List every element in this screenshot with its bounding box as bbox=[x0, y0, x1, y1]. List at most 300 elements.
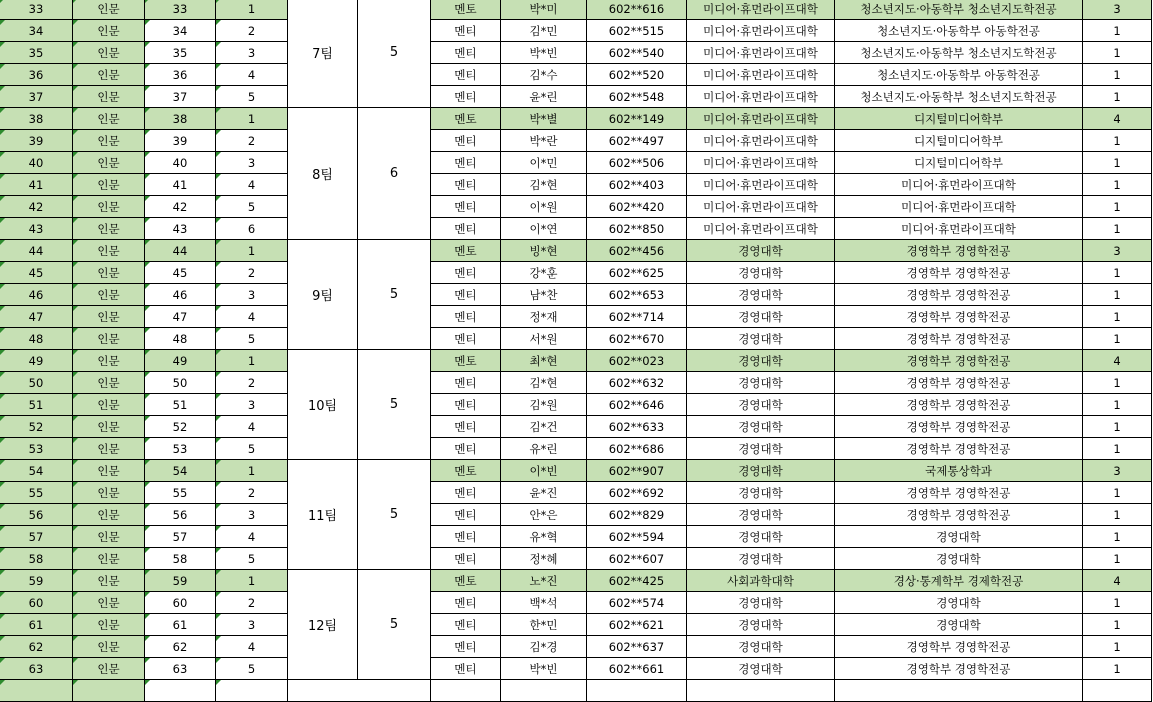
table-cell-sem[interactable]: 4 bbox=[1083, 570, 1152, 592]
table-cell-sid[interactable]: 602**637 bbox=[587, 636, 687, 658]
table-cell-sem[interactable]: 1 bbox=[1083, 482, 1152, 504]
table-cell-role[interactable]: 멘토 bbox=[431, 240, 501, 262]
table-cell-seq[interactable]: 56 bbox=[145, 504, 216, 526]
table-cell-member[interactable]: 5 bbox=[216, 86, 288, 108]
table-cell-college[interactable]: 미디어·휴먼라이프대학 bbox=[687, 218, 835, 240]
table-cell-no[interactable]: 39 bbox=[0, 130, 73, 152]
table-cell-seq[interactable]: 58 bbox=[145, 548, 216, 570]
table-cell-sem[interactable]: 1 bbox=[1083, 438, 1152, 460]
table-cell-no[interactable]: 45 bbox=[0, 262, 73, 284]
table-cell-member[interactable]: 5 bbox=[216, 328, 288, 350]
table-cell-field[interactable]: 인문 bbox=[73, 350, 145, 372]
table-cell-sem[interactable]: 1 bbox=[1083, 306, 1152, 328]
table-cell-member[interactable]: 2 bbox=[216, 130, 288, 152]
table-cell-field[interactable]: 인문 bbox=[73, 460, 145, 482]
table-cell-role[interactable]: 멘티 bbox=[431, 64, 501, 86]
table-cell-seq[interactable]: 46 bbox=[145, 284, 216, 306]
table-cell-role[interactable]: 멘티 bbox=[431, 548, 501, 570]
table-cell-name[interactable]: 이*연 bbox=[501, 218, 587, 240]
table-cell-college[interactable]: 경영대학 bbox=[687, 416, 835, 438]
table-cell-seq[interactable]: 35 bbox=[145, 42, 216, 64]
table-cell-field[interactable]: 인문 bbox=[73, 372, 145, 394]
table-cell-sem[interactable]: 1 bbox=[1083, 20, 1152, 42]
table-cell-role[interactable]: 멘티 bbox=[431, 42, 501, 64]
table-cell-seq[interactable]: 41 bbox=[145, 174, 216, 196]
table-cell-field[interactable]: 인문 bbox=[73, 108, 145, 130]
table-cell-seq[interactable]: 43 bbox=[145, 218, 216, 240]
table-cell-sem[interactable]: 1 bbox=[1083, 526, 1152, 548]
team-name-cell[interactable]: 10팀 bbox=[288, 350, 358, 460]
table-cell-major[interactable]: 미디어·휴먼라이프대학 bbox=[835, 218, 1083, 240]
table-cell-field[interactable]: 인문 bbox=[73, 196, 145, 218]
table-cell-sem[interactable]: 1 bbox=[1083, 416, 1152, 438]
table-cell-seq[interactable]: 54 bbox=[145, 460, 216, 482]
table-cell-empty[interactable] bbox=[288, 680, 431, 702]
table-cell-sid[interactable]: 602**023 bbox=[587, 350, 687, 372]
table-cell-sem[interactable]: 4 bbox=[1083, 108, 1152, 130]
table-cell-sem[interactable]: 1 bbox=[1083, 394, 1152, 416]
table-cell-role[interactable]: 멘티 bbox=[431, 658, 501, 680]
table-cell-no[interactable]: 60 bbox=[0, 592, 73, 614]
table-cell-seq[interactable]: 44 bbox=[145, 240, 216, 262]
table-cell-college[interactable]: 미디어·휴먼라이프대학 bbox=[687, 42, 835, 64]
table-cell-member[interactable]: 4 bbox=[216, 306, 288, 328]
table-cell-sem[interactable]: 3 bbox=[1083, 240, 1152, 262]
table-cell-college[interactable]: 경영대학 bbox=[687, 240, 835, 262]
table-cell-sid[interactable]: 602**692 bbox=[587, 482, 687, 504]
table-cell-field[interactable]: 인문 bbox=[73, 526, 145, 548]
table-cell-sid[interactable]: 602**686 bbox=[587, 438, 687, 460]
table-cell-seq[interactable]: 38 bbox=[145, 108, 216, 130]
table-cell-sem[interactable]: 1 bbox=[1083, 64, 1152, 86]
table-cell-role[interactable]: 멘티 bbox=[431, 284, 501, 306]
table-cell-member[interactable]: 3 bbox=[216, 284, 288, 306]
table-cell-no[interactable]: 61 bbox=[0, 614, 73, 636]
table-cell-empty[interactable] bbox=[216, 680, 288, 702]
table-cell-sem[interactable]: 1 bbox=[1083, 284, 1152, 306]
table-cell-member[interactable]: 1 bbox=[216, 460, 288, 482]
table-cell-name[interactable]: 박*빈 bbox=[501, 42, 587, 64]
table-cell-role[interactable]: 멘티 bbox=[431, 636, 501, 658]
table-cell-member[interactable]: 3 bbox=[216, 614, 288, 636]
table-cell-name[interactable]: 김*민 bbox=[501, 20, 587, 42]
table-cell-no[interactable]: 51 bbox=[0, 394, 73, 416]
table-cell-member[interactable]: 2 bbox=[216, 372, 288, 394]
table-cell-seq[interactable]: 33 bbox=[145, 0, 216, 20]
table-cell-member[interactable]: 1 bbox=[216, 0, 288, 20]
table-cell-sid[interactable]: 602**714 bbox=[587, 306, 687, 328]
table-cell-seq[interactable]: 45 bbox=[145, 262, 216, 284]
table-cell-sid[interactable]: 602**456 bbox=[587, 240, 687, 262]
table-cell-no[interactable]: 54 bbox=[0, 460, 73, 482]
table-cell-member[interactable]: 2 bbox=[216, 592, 288, 614]
table-cell-major[interactable]: 청소년지도·아동학부 아동학전공 bbox=[835, 64, 1083, 86]
table-cell-name[interactable]: 남*찬 bbox=[501, 284, 587, 306]
table-cell-role[interactable]: 멘티 bbox=[431, 306, 501, 328]
table-cell-role[interactable]: 멘티 bbox=[431, 482, 501, 504]
table-cell-no[interactable]: 43 bbox=[0, 218, 73, 240]
table-cell-role[interactable]: 멘티 bbox=[431, 416, 501, 438]
table-cell-college[interactable]: 경영대학 bbox=[687, 372, 835, 394]
table-cell-field[interactable]: 인문 bbox=[73, 240, 145, 262]
table-cell-no[interactable]: 63 bbox=[0, 658, 73, 680]
table-cell-name[interactable]: 박*미 bbox=[501, 0, 587, 20]
table-cell-seq[interactable]: 61 bbox=[145, 614, 216, 636]
table-cell-sid[interactable]: 602**540 bbox=[587, 42, 687, 64]
table-cell-role[interactable]: 멘티 bbox=[431, 526, 501, 548]
table-cell-name[interactable]: 김*건 bbox=[501, 416, 587, 438]
table-cell-sid[interactable]: 602**632 bbox=[587, 372, 687, 394]
table-cell-college[interactable]: 미디어·휴먼라이프대학 bbox=[687, 86, 835, 108]
table-cell-major[interactable]: 디지털미디어학부 bbox=[835, 152, 1083, 174]
table-cell-field[interactable]: 인문 bbox=[73, 482, 145, 504]
table-cell-role[interactable]: 멘티 bbox=[431, 174, 501, 196]
table-cell-role[interactable]: 멘티 bbox=[431, 262, 501, 284]
table-cell-seq[interactable]: 48 bbox=[145, 328, 216, 350]
table-cell-empty[interactable] bbox=[1083, 680, 1152, 702]
table-cell-empty[interactable] bbox=[687, 680, 835, 702]
table-cell-no[interactable]: 55 bbox=[0, 482, 73, 504]
table-cell-college[interactable]: 경영대학 bbox=[687, 592, 835, 614]
table-cell-no[interactable]: 33 bbox=[0, 0, 73, 20]
table-cell-major[interactable]: 경영대학 bbox=[835, 614, 1083, 636]
table-cell-empty[interactable] bbox=[73, 680, 145, 702]
table-cell-name[interactable]: 한*민 bbox=[501, 614, 587, 636]
table-cell-sem[interactable]: 1 bbox=[1083, 636, 1152, 658]
table-cell-no[interactable]: 49 bbox=[0, 350, 73, 372]
table-cell-empty[interactable] bbox=[835, 680, 1083, 702]
table-cell-member[interactable]: 1 bbox=[216, 570, 288, 592]
table-cell-role[interactable]: 멘토 bbox=[431, 570, 501, 592]
table-cell-sem[interactable]: 1 bbox=[1083, 614, 1152, 636]
table-cell-major[interactable]: 경영대학 bbox=[835, 548, 1083, 570]
table-cell-role[interactable]: 멘티 bbox=[431, 614, 501, 636]
table-cell-sem[interactable]: 3 bbox=[1083, 460, 1152, 482]
table-cell-major[interactable]: 경영학부 경영학전공 bbox=[835, 416, 1083, 438]
table-cell-no[interactable]: 37 bbox=[0, 86, 73, 108]
table-cell-no[interactable]: 44 bbox=[0, 240, 73, 262]
table-cell-sem[interactable]: 1 bbox=[1083, 42, 1152, 64]
table-cell-no[interactable]: 52 bbox=[0, 416, 73, 438]
table-cell-role[interactable]: 멘티 bbox=[431, 592, 501, 614]
table-cell-college[interactable]: 경영대학 bbox=[687, 658, 835, 680]
table-cell-member[interactable]: 1 bbox=[216, 240, 288, 262]
table-cell-role[interactable]: 멘티 bbox=[431, 328, 501, 350]
table-cell-name[interactable]: 박*빈 bbox=[501, 658, 587, 680]
table-cell-field[interactable]: 인문 bbox=[73, 548, 145, 570]
table-cell-member[interactable]: 3 bbox=[216, 394, 288, 416]
table-cell-member[interactable]: 6 bbox=[216, 218, 288, 240]
table-cell-college[interactable]: 경영대학 bbox=[687, 394, 835, 416]
table-cell-college[interactable]: 경영대학 bbox=[687, 482, 835, 504]
table-cell-member[interactable]: 2 bbox=[216, 482, 288, 504]
table-cell-no[interactable]: 34 bbox=[0, 20, 73, 42]
table-cell-role[interactable]: 멘티 bbox=[431, 86, 501, 108]
table-cell-college[interactable]: 미디어·휴먼라이프대학 bbox=[687, 20, 835, 42]
table-cell-field[interactable]: 인문 bbox=[73, 0, 145, 20]
team-count-cell[interactable]: 6 bbox=[358, 108, 431, 240]
table-cell-field[interactable]: 인문 bbox=[73, 636, 145, 658]
table-cell-seq[interactable]: 47 bbox=[145, 306, 216, 328]
table-cell-field[interactable]: 인문 bbox=[73, 20, 145, 42]
table-cell-role[interactable]: 멘티 bbox=[431, 20, 501, 42]
table-cell-role[interactable]: 멘토 bbox=[431, 350, 501, 372]
table-cell-name[interactable]: 정*재 bbox=[501, 306, 587, 328]
table-cell-member[interactable]: 4 bbox=[216, 64, 288, 86]
team-name-cell[interactable]: 12팀 bbox=[288, 570, 358, 680]
table-cell-role[interactable]: 멘티 bbox=[431, 152, 501, 174]
table-cell-sid[interactable]: 602**497 bbox=[587, 130, 687, 152]
table-cell-empty[interactable] bbox=[501, 680, 587, 702]
table-cell-sid[interactable]: 602**149 bbox=[587, 108, 687, 130]
table-cell-name[interactable]: 백*석 bbox=[501, 592, 587, 614]
table-cell-member[interactable]: 2 bbox=[216, 20, 288, 42]
table-cell-sem[interactable]: 1 bbox=[1083, 592, 1152, 614]
table-cell-name[interactable]: 김*현 bbox=[501, 174, 587, 196]
table-cell-major[interactable]: 경영학부 경영학전공 bbox=[835, 350, 1083, 372]
table-cell-no[interactable]: 41 bbox=[0, 174, 73, 196]
table-cell-name[interactable]: 노*진 bbox=[501, 570, 587, 592]
table-cell-role[interactable]: 멘토 bbox=[431, 0, 501, 20]
table-cell-sid[interactable]: 602**633 bbox=[587, 416, 687, 438]
table-cell-sem[interactable]: 1 bbox=[1083, 658, 1152, 680]
table-cell-sid[interactable]: 602**607 bbox=[587, 548, 687, 570]
table-cell-seq[interactable]: 59 bbox=[145, 570, 216, 592]
table-cell-major[interactable]: 경영학부 경영학전공 bbox=[835, 262, 1083, 284]
table-cell-no[interactable]: 38 bbox=[0, 108, 73, 130]
table-cell-field[interactable]: 인문 bbox=[73, 614, 145, 636]
table-cell-member[interactable]: 3 bbox=[216, 504, 288, 526]
table-cell-member[interactable]: 5 bbox=[216, 658, 288, 680]
table-cell-no[interactable]: 56 bbox=[0, 504, 73, 526]
table-cell-college[interactable]: 경영대학 bbox=[687, 526, 835, 548]
table-cell-major[interactable]: 경영학부 경영학전공 bbox=[835, 394, 1083, 416]
table-cell-seq[interactable]: 53 bbox=[145, 438, 216, 460]
table-cell-field[interactable]: 인문 bbox=[73, 328, 145, 350]
table-cell-no[interactable]: 57 bbox=[0, 526, 73, 548]
table-cell-role[interactable]: 멘티 bbox=[431, 218, 501, 240]
table-cell-college[interactable]: 미디어·휴먼라이프대학 bbox=[687, 196, 835, 218]
table-cell-seq[interactable]: 52 bbox=[145, 416, 216, 438]
table-cell-sid[interactable]: 602**907 bbox=[587, 460, 687, 482]
table-cell-name[interactable]: 이*원 bbox=[501, 196, 587, 218]
table-cell-member[interactable]: 2 bbox=[216, 262, 288, 284]
table-cell-major[interactable]: 청소년지도·아동학부 청소년지도학전공 bbox=[835, 42, 1083, 64]
table-cell-sem[interactable]: 1 bbox=[1083, 86, 1152, 108]
table-cell-name[interactable]: 김*수 bbox=[501, 64, 587, 86]
table-cell-field[interactable]: 인문 bbox=[73, 86, 145, 108]
table-cell-field[interactable]: 인문 bbox=[73, 438, 145, 460]
table-cell-major[interactable]: 경영학부 경영학전공 bbox=[835, 306, 1083, 328]
table-cell-no[interactable]: 47 bbox=[0, 306, 73, 328]
table-cell-major[interactable]: 청소년지도·아동학부 아동학전공 bbox=[835, 20, 1083, 42]
table-cell-role[interactable]: 멘티 bbox=[431, 372, 501, 394]
team-name-cell[interactable]: 7팀 bbox=[288, 0, 358, 108]
table-cell-college[interactable]: 미디어·휴먼라이프대학 bbox=[687, 174, 835, 196]
table-cell-name[interactable]: 박*란 bbox=[501, 130, 587, 152]
table-cell-major[interactable]: 경영대학 bbox=[835, 592, 1083, 614]
table-cell-name[interactable]: 유*린 bbox=[501, 438, 587, 460]
table-cell-college[interactable]: 경영대학 bbox=[687, 350, 835, 372]
table-cell-seq[interactable]: 55 bbox=[145, 482, 216, 504]
table-cell-field[interactable]: 인문 bbox=[73, 130, 145, 152]
table-cell-field[interactable]: 인문 bbox=[73, 42, 145, 64]
table-cell-field[interactable]: 인문 bbox=[73, 306, 145, 328]
table-cell-field[interactable]: 인문 bbox=[73, 218, 145, 240]
table-cell-name[interactable]: 박*별 bbox=[501, 108, 587, 130]
table-cell-sid[interactable]: 602**661 bbox=[587, 658, 687, 680]
table-cell-college[interactable]: 미디어·휴먼라이프대학 bbox=[687, 108, 835, 130]
table-cell-member[interactable]: 3 bbox=[216, 152, 288, 174]
table-cell-no[interactable]: 36 bbox=[0, 64, 73, 86]
table-cell-college[interactable]: 경영대학 bbox=[687, 504, 835, 526]
table-cell-sid[interactable]: 602**515 bbox=[587, 20, 687, 42]
table-cell-field[interactable]: 인문 bbox=[73, 64, 145, 86]
table-cell-sid[interactable]: 602**616 bbox=[587, 0, 687, 20]
table-cell-seq[interactable]: 62 bbox=[145, 636, 216, 658]
table-cell-no[interactable]: 48 bbox=[0, 328, 73, 350]
table-cell-college[interactable]: 경영대학 bbox=[687, 636, 835, 658]
table-cell-sem[interactable]: 3 bbox=[1083, 0, 1152, 20]
table-cell-name[interactable]: 김*현 bbox=[501, 372, 587, 394]
table-cell-major[interactable]: 경영학부 경영학전공 bbox=[835, 372, 1083, 394]
table-cell-field[interactable]: 인문 bbox=[73, 592, 145, 614]
table-cell-name[interactable]: 최*현 bbox=[501, 350, 587, 372]
table-cell-major[interactable]: 경영학부 경영학전공 bbox=[835, 240, 1083, 262]
table-cell-no[interactable]: 50 bbox=[0, 372, 73, 394]
table-cell-sem[interactable]: 1 bbox=[1083, 174, 1152, 196]
table-cell-college[interactable]: 미디어·휴먼라이프대학 bbox=[687, 130, 835, 152]
table-cell-college[interactable]: 경영대학 bbox=[687, 614, 835, 636]
table-cell-no[interactable]: 40 bbox=[0, 152, 73, 174]
table-cell-no[interactable]: 58 bbox=[0, 548, 73, 570]
table-cell-role[interactable]: 멘토 bbox=[431, 460, 501, 482]
table-cell-member[interactable]: 5 bbox=[216, 196, 288, 218]
table-cell-field[interactable]: 인문 bbox=[73, 394, 145, 416]
table-cell-no[interactable]: 42 bbox=[0, 196, 73, 218]
table-cell-seq[interactable]: 37 bbox=[145, 86, 216, 108]
table-cell-seq[interactable]: 36 bbox=[145, 64, 216, 86]
table-cell-name[interactable]: 빙*현 bbox=[501, 240, 587, 262]
table-cell-major[interactable]: 경영학부 경영학전공 bbox=[835, 636, 1083, 658]
table-cell-sid[interactable]: 602**670 bbox=[587, 328, 687, 350]
table-cell-sem[interactable]: 1 bbox=[1083, 218, 1152, 240]
table-cell-member[interactable]: 4 bbox=[216, 526, 288, 548]
team-name-cell[interactable]: 9팀 bbox=[288, 240, 358, 350]
table-cell-sid[interactable]: 602**621 bbox=[587, 614, 687, 636]
table-cell-member[interactable]: 3 bbox=[216, 42, 288, 64]
table-cell-seq[interactable]: 34 bbox=[145, 20, 216, 42]
table-cell-sem[interactable]: 1 bbox=[1083, 262, 1152, 284]
table-cell-member[interactable]: 5 bbox=[216, 438, 288, 460]
table-cell-role[interactable]: 멘토 bbox=[431, 108, 501, 130]
table-cell-major[interactable]: 경영학부 경영학전공 bbox=[835, 438, 1083, 460]
table-cell-role[interactable]: 멘티 bbox=[431, 394, 501, 416]
table-cell-empty[interactable] bbox=[0, 680, 73, 702]
table-cell-no[interactable]: 53 bbox=[0, 438, 73, 460]
table-cell-member[interactable]: 4 bbox=[216, 636, 288, 658]
table-cell-sid[interactable]: 602**574 bbox=[587, 592, 687, 614]
table-cell-member[interactable]: 5 bbox=[216, 548, 288, 570]
table-cell-major[interactable]: 디지털미디어학부 bbox=[835, 108, 1083, 130]
table-cell-sem[interactable]: 1 bbox=[1083, 548, 1152, 570]
table-cell-member[interactable]: 4 bbox=[216, 174, 288, 196]
table-cell-sid[interactable]: 602**403 bbox=[587, 174, 687, 196]
table-cell-sid[interactable]: 602**646 bbox=[587, 394, 687, 416]
table-cell-sid[interactable]: 602**625 bbox=[587, 262, 687, 284]
table-cell-major[interactable]: 미디어·휴먼라이프대학 bbox=[835, 174, 1083, 196]
team-count-cell[interactable]: 5 bbox=[358, 460, 431, 570]
table-cell-empty[interactable] bbox=[145, 680, 216, 702]
table-cell-sid[interactable]: 602**829 bbox=[587, 504, 687, 526]
table-cell-major[interactable]: 경영학부 경영학전공 bbox=[835, 328, 1083, 350]
table-cell-major[interactable]: 국제통상학과 bbox=[835, 460, 1083, 482]
table-cell-no[interactable]: 59 bbox=[0, 570, 73, 592]
table-cell-name[interactable]: 정*혜 bbox=[501, 548, 587, 570]
table-cell-college[interactable]: 미디어·휴먼라이프대학 bbox=[687, 152, 835, 174]
table-cell-major[interactable]: 청소년지도·아동학부 청소년지도학전공 bbox=[835, 86, 1083, 108]
table-cell-field[interactable]: 인문 bbox=[73, 262, 145, 284]
table-cell-name[interactable]: 김*경 bbox=[501, 636, 587, 658]
table-cell-major[interactable]: 청소년지도·아동학부 청소년지도학전공 bbox=[835, 0, 1083, 20]
table-cell-major[interactable]: 경영학부 경영학전공 bbox=[835, 658, 1083, 680]
table-cell-name[interactable]: 김*원 bbox=[501, 394, 587, 416]
table-cell-name[interactable]: 윤*린 bbox=[501, 86, 587, 108]
table-cell-seq[interactable]: 60 bbox=[145, 592, 216, 614]
table-cell-name[interactable]: 서*원 bbox=[501, 328, 587, 350]
table-cell-sem[interactable]: 1 bbox=[1083, 504, 1152, 526]
team-count-cell[interactable]: 5 bbox=[358, 0, 431, 108]
table-cell-college[interactable]: 경영대학 bbox=[687, 328, 835, 350]
table-cell-seq[interactable]: 39 bbox=[145, 130, 216, 152]
table-cell-sem[interactable]: 1 bbox=[1083, 130, 1152, 152]
table-cell-field[interactable]: 인문 bbox=[73, 152, 145, 174]
table-cell-role[interactable]: 멘티 bbox=[431, 438, 501, 460]
table-cell-college[interactable]: 경영대학 bbox=[687, 460, 835, 482]
team-name-cell[interactable]: 8팀 bbox=[288, 108, 358, 240]
table-cell-college[interactable]: 경영대학 bbox=[687, 306, 835, 328]
table-cell-sid[interactable]: 602**506 bbox=[587, 152, 687, 174]
table-cell-no[interactable]: 62 bbox=[0, 636, 73, 658]
table-cell-member[interactable]: 1 bbox=[216, 350, 288, 372]
table-cell-member[interactable]: 1 bbox=[216, 108, 288, 130]
table-cell-seq[interactable]: 57 bbox=[145, 526, 216, 548]
table-cell-name[interactable]: 윤*진 bbox=[501, 482, 587, 504]
table-cell-sem[interactable]: 1 bbox=[1083, 372, 1152, 394]
table-cell-field[interactable]: 인문 bbox=[73, 504, 145, 526]
table-cell-sid[interactable]: 602**850 bbox=[587, 218, 687, 240]
table-cell-sid[interactable]: 602**420 bbox=[587, 196, 687, 218]
table-cell-no[interactable]: 35 bbox=[0, 42, 73, 64]
table-cell-empty[interactable] bbox=[431, 680, 501, 702]
table-cell-field[interactable]: 인문 bbox=[73, 570, 145, 592]
table-cell-major[interactable]: 경영학부 경영학전공 bbox=[835, 482, 1083, 504]
table-cell-major[interactable]: 경영학부 경영학전공 bbox=[835, 284, 1083, 306]
table-cell-field[interactable]: 인문 bbox=[73, 658, 145, 680]
table-cell-sid[interactable]: 602**425 bbox=[587, 570, 687, 592]
table-cell-major[interactable]: 디지털미디어학부 bbox=[835, 130, 1083, 152]
team-count-cell[interactable]: 5 bbox=[358, 570, 431, 680]
team-count-cell[interactable]: 5 bbox=[358, 240, 431, 350]
table-cell-name[interactable]: 유*혁 bbox=[501, 526, 587, 548]
table-cell-sem[interactable]: 1 bbox=[1083, 328, 1152, 350]
table-cell-seq[interactable]: 63 bbox=[145, 658, 216, 680]
table-cell-sem[interactable]: 1 bbox=[1083, 152, 1152, 174]
table-cell-major[interactable]: 경상·통계학부 경제학전공 bbox=[835, 570, 1083, 592]
table-cell-name[interactable]: 안*은 bbox=[501, 504, 587, 526]
table-cell-major[interactable]: 미디어·휴먼라이프대학 bbox=[835, 196, 1083, 218]
table-cell-major[interactable]: 경영대학 bbox=[835, 526, 1083, 548]
